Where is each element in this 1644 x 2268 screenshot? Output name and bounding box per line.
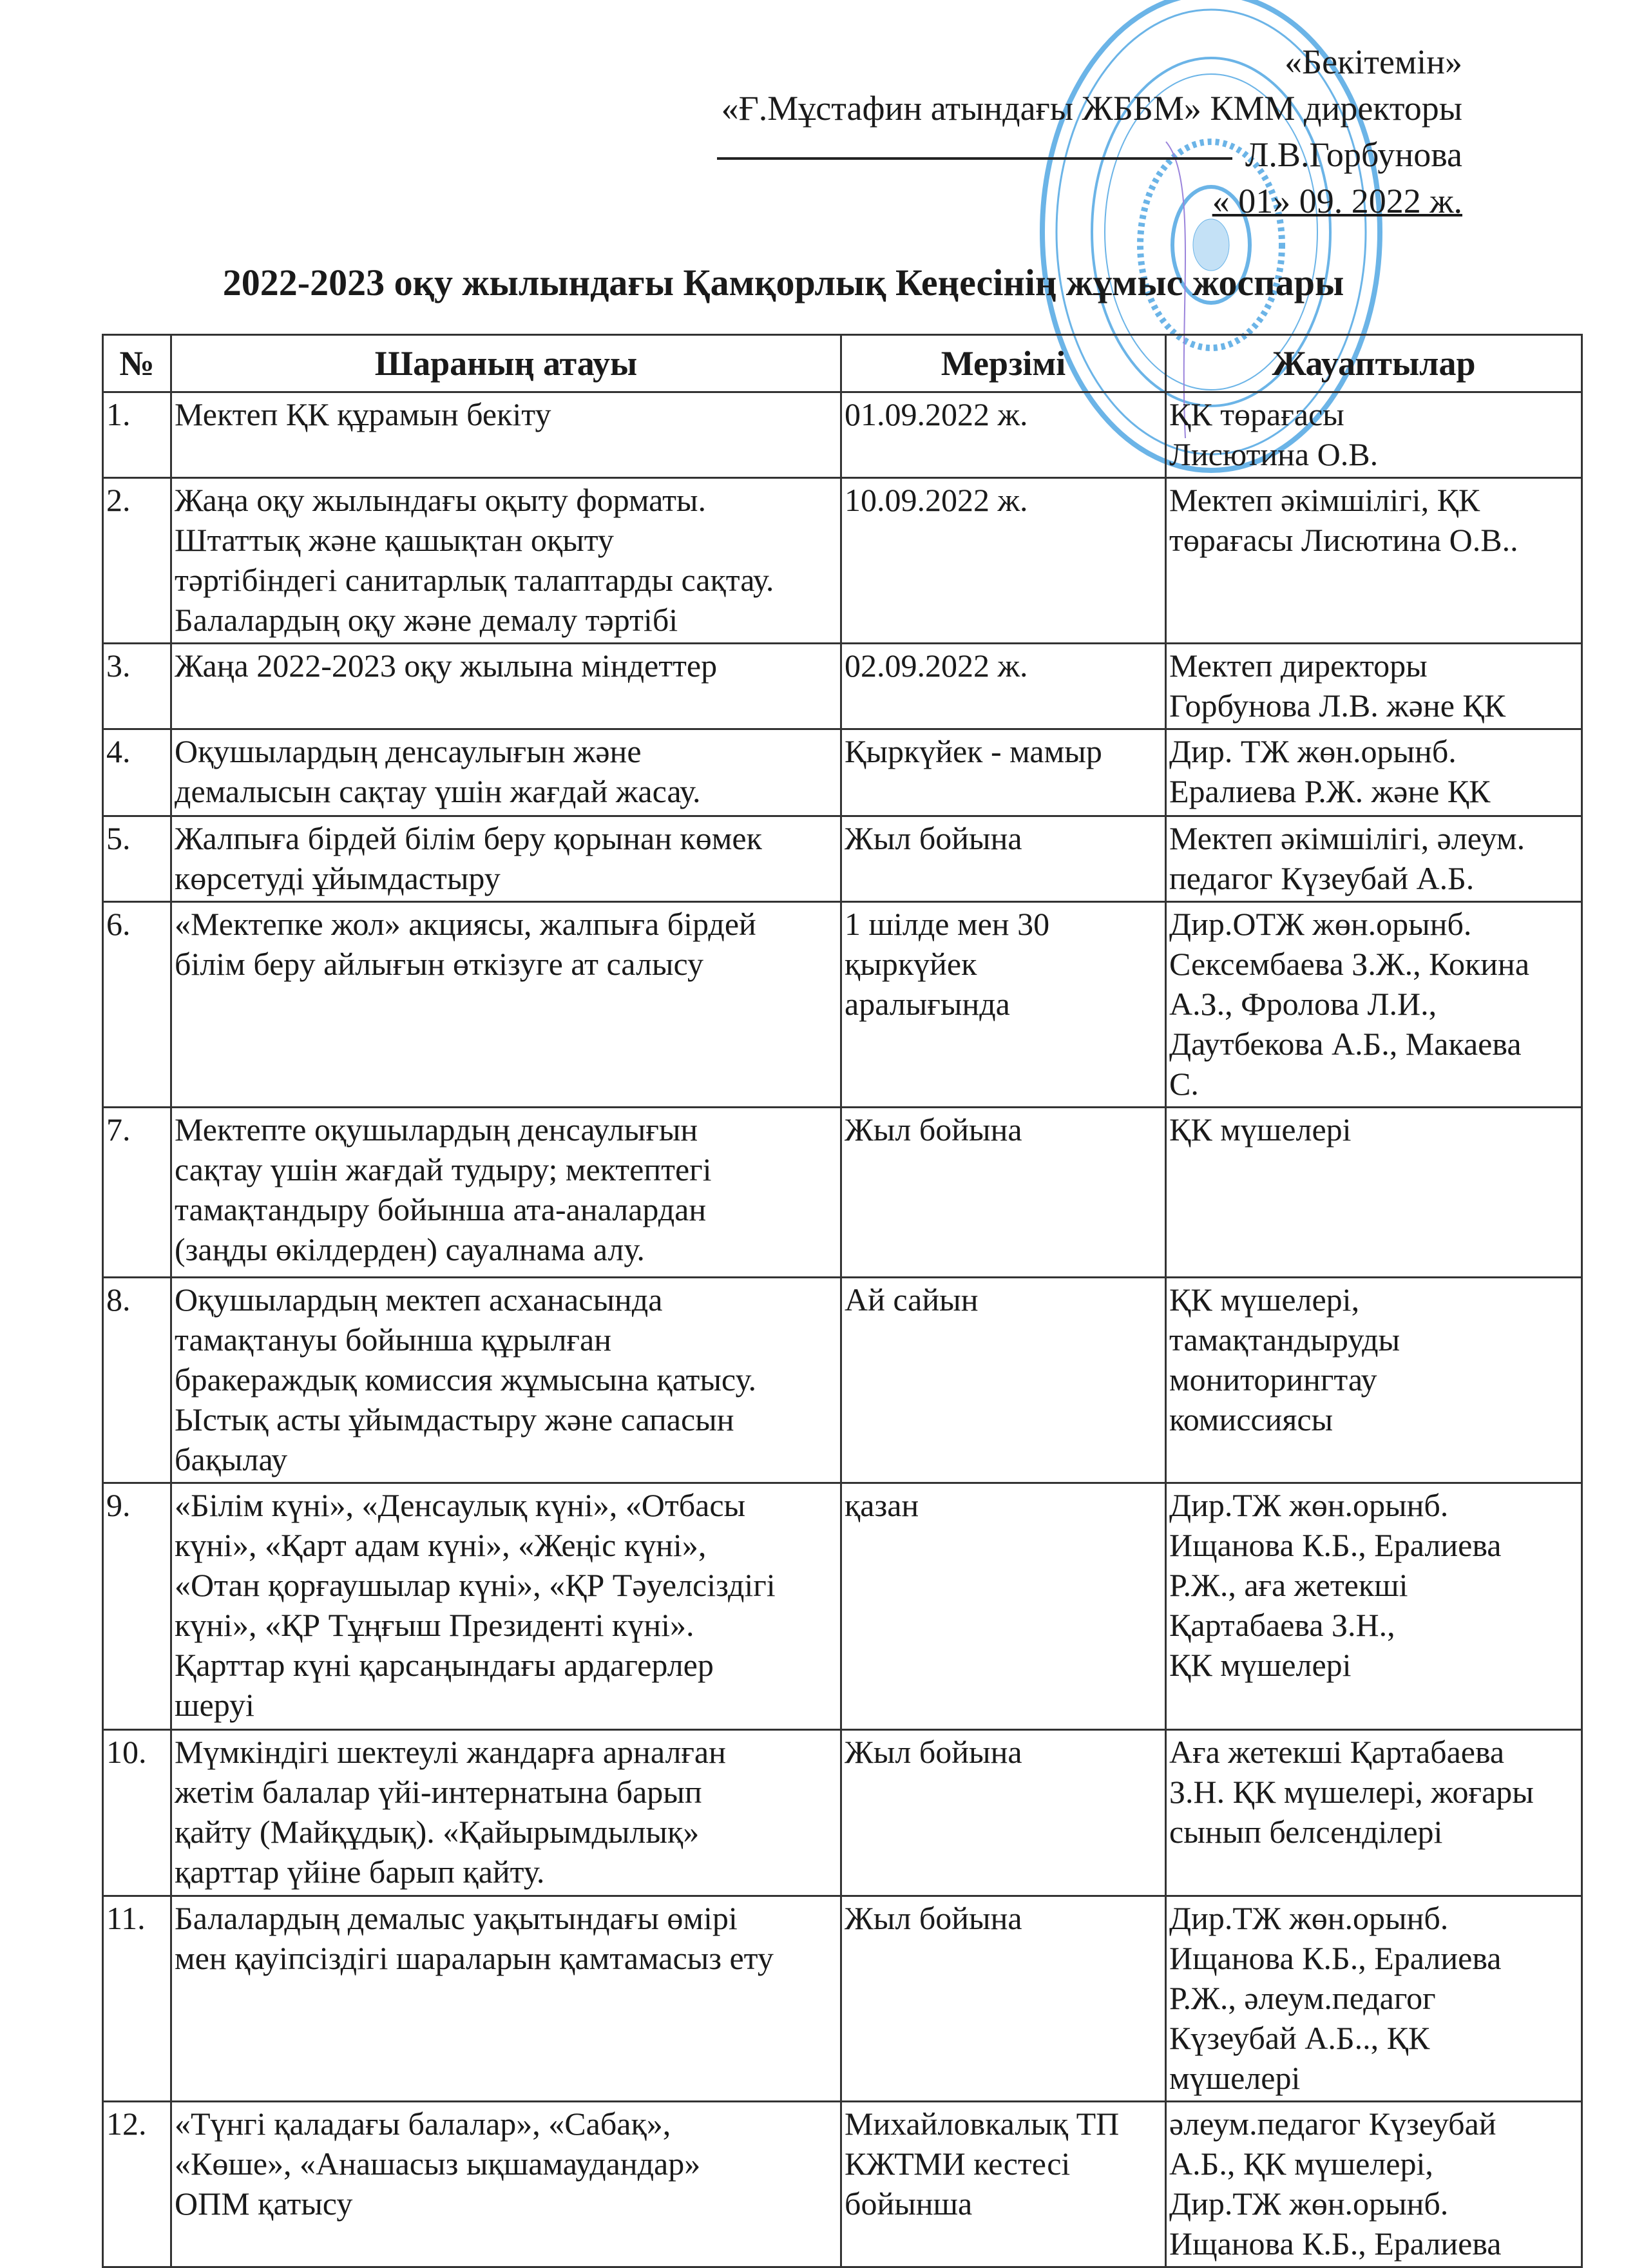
row-number: 12. (103, 2102, 171, 2267)
deadline: Жыл бойына (841, 1896, 1166, 2102)
header-event: Шараның атауы (171, 335, 841, 392)
deadline: қазан (841, 1483, 1166, 1730)
row-number: 11. (103, 1896, 171, 2102)
event-name: Оқушылардың денсаулығын және демалысын сақтау үшін жағдай жасау. (171, 729, 841, 816)
responsible: ҚК мүшелері (1166, 1108, 1582, 1278)
plan-table (102, 334, 1583, 2268)
responsible: әлеум.педагог Күзеубай А.Б., ҚК мүшелері, Дир.ТЖ жөн.орынб. Ищанова К.Б., Ералиева (1166, 2102, 1582, 2267)
header-responsible: Жауаптылар (1166, 335, 1582, 392)
table-row (103, 1896, 1582, 2102)
row-number: 6. (103, 902, 171, 1108)
signature-line (717, 157, 1232, 160)
deadline: 10.09.2022 ж. (841, 478, 1166, 644)
responsible: Дир.ТЖ жөн.орынб. Ищанова К.Б., Ералиева Р.Ж., әлеум.педагог Күзеубай А.Б.., ҚК мүшелері (1166, 1896, 1582, 2102)
event-name: Жалпыға бірдей білім беру қорынан көмек көрсетуді ұйымдастыру (171, 816, 841, 902)
row-number: 8. (103, 1278, 171, 1483)
deadline: Жыл бойына (841, 1730, 1166, 1896)
table-row (103, 2102, 1582, 2267)
document-title: 2022-2023 оқу жылындағы Қамқорлық Кеңесінің жұмыс жоспары (222, 262, 1344, 303)
table-row (103, 1108, 1582, 1278)
deadline: 02.09.2022 ж. (841, 644, 1166, 729)
table-row (103, 729, 1582, 816)
event-name: Оқушылардың мектеп асханасында тамақтануы бойынша құрылған бракераждық комиссия жұмысына қатысу. Ыстық асты ұйымдастыру және сапасын бақылау (171, 1278, 841, 1483)
responsible: Мектеп әкімшілігі, ҚК төрағасы Лисютина О.В.. (1166, 478, 1582, 644)
approval-date: « 01» 09. 2022 ж. (1212, 182, 1462, 220)
event-name: Балалардың демалыс уақытындағы өмірі мен қауіпсіздігі шараларын қамтамасыз ету (171, 1896, 841, 2102)
row-number: 7. (103, 1108, 171, 1278)
responsible: ҚК мүшелері, тамақтандыруды мониторингтау комиссиясы (1166, 1278, 1582, 1483)
responsible: Дир. ТЖ жөн.орынб. Ералиева Р.Ж. және ҚК (1166, 729, 1582, 816)
responsible: Аға жетекші Қартабаева З.Н. ҚК мүшелері, жоғары сынып белсенділері (1166, 1730, 1582, 1896)
deadline: Ай сайын (841, 1278, 1166, 1483)
responsible: ҚК төрағасы Лисютина О.В. (1166, 392, 1582, 478)
approval-block (717, 39, 1462, 224)
row-number: 3. (103, 644, 171, 729)
director-name: Л.В.Горбунова (1245, 135, 1462, 174)
row-number: 2. (103, 478, 171, 644)
deadline: 1 шілде мен 30 қыркүйек аралығында (841, 902, 1166, 1108)
approve-word: «Бекітемін» (1285, 43, 1462, 81)
table-row (103, 478, 1582, 644)
deadline: Жыл бойына (841, 1108, 1166, 1278)
row-number: 1. (103, 392, 171, 478)
director-position: «Ғ.Мұстафин атындағы ЖББМ» КММ директоры (721, 89, 1462, 128)
deadline: Қыркүйек - мамыр (841, 729, 1166, 816)
row-number: 10. (103, 1730, 171, 1896)
table-row (103, 644, 1582, 729)
event-name: Жаңа 2022-2023 оқу жылына міндеттер (171, 644, 841, 729)
event-name: «Түнгі қаладағы балалар», «Сабақ», «Көше», «Анашасыз ықшамаудандар» ОПМ қатысу (171, 2102, 841, 2267)
responsible: Мектеп директоры Горбунова Л.В. және ҚК (1166, 644, 1582, 729)
event-name: Мүмкіндігі шектеулі жандарға арналған жетім балалар үйі-интернатына барып қайту (Майқұдық). «Қайырымдылық» қарттар үйіне барып қайту. (171, 1730, 841, 1896)
deadline: 01.09.2022 ж. (841, 392, 1166, 478)
table-row (103, 902, 1582, 1108)
table-row (103, 816, 1582, 902)
row-number: 4. (103, 729, 171, 816)
table-header-row (103, 335, 1582, 392)
row-number: 9. (103, 1483, 171, 1730)
responsible: Мектеп әкімшілігі, әлеум. педагог Күзеубай А.Б. (1166, 816, 1582, 902)
responsible: Дир.ТЖ жөн.орынб. Ищанова К.Б., Ералиева Р.Ж., аға жетекші Қартабаева З.Н., ҚК мүшелері (1166, 1483, 1582, 1730)
event-name: «Мектепке жол» акциясы, жалпыға бірдей білім беру айлығын өткізуге ат салысу (171, 902, 841, 1108)
event-name: Жаңа оқу жылындағы оқыту форматы. Штаттық және қашықтан оқыту тәртібіндегі санитарлық талаптарды сақтау. Балалардың оқу және демалу тәртібі (171, 478, 841, 644)
table-row (103, 1278, 1582, 1483)
table-row (103, 1483, 1582, 1730)
header-number: № (103, 335, 171, 392)
event-name: Мектепте оқушылардың денсаулығын сақтау үшін жағдай тудыру; мектептегі тамақтандыру бойынша ата-аналардан (заңды өкілдерден) сауалнама алу. (171, 1108, 841, 1278)
table-row (103, 392, 1582, 478)
deadline: Жыл бойына (841, 816, 1166, 902)
event-name: Мектеп ҚК құрамын бекіту (171, 392, 841, 478)
table-row (103, 1730, 1582, 1896)
deadline: Михайловкалық ТП КЖТМИ кестесі бойынша (841, 2102, 1166, 2267)
header-deadline: Мерзімі (841, 335, 1166, 392)
event-name: «Білім күні», «Денсаулық күні», «Отбасы күні», «Қарт адам күні», «Жеңіс күні», «Отан қорғаушылар күні», «ҚР Тәуелсіздігі күні», «ҚР Тұңғыш Президенті күні». Қарттар күні қарсаңындағы ардагерлер шеруі (171, 1483, 841, 1730)
row-number: 5. (103, 816, 171, 902)
responsible: Дир.ОТЖ жөн.орынб. Сексембаева З.Ж., Кокина А.З., Фролова Л.И., Даутбекова А.Б., Макаева С. (1166, 902, 1582, 1108)
